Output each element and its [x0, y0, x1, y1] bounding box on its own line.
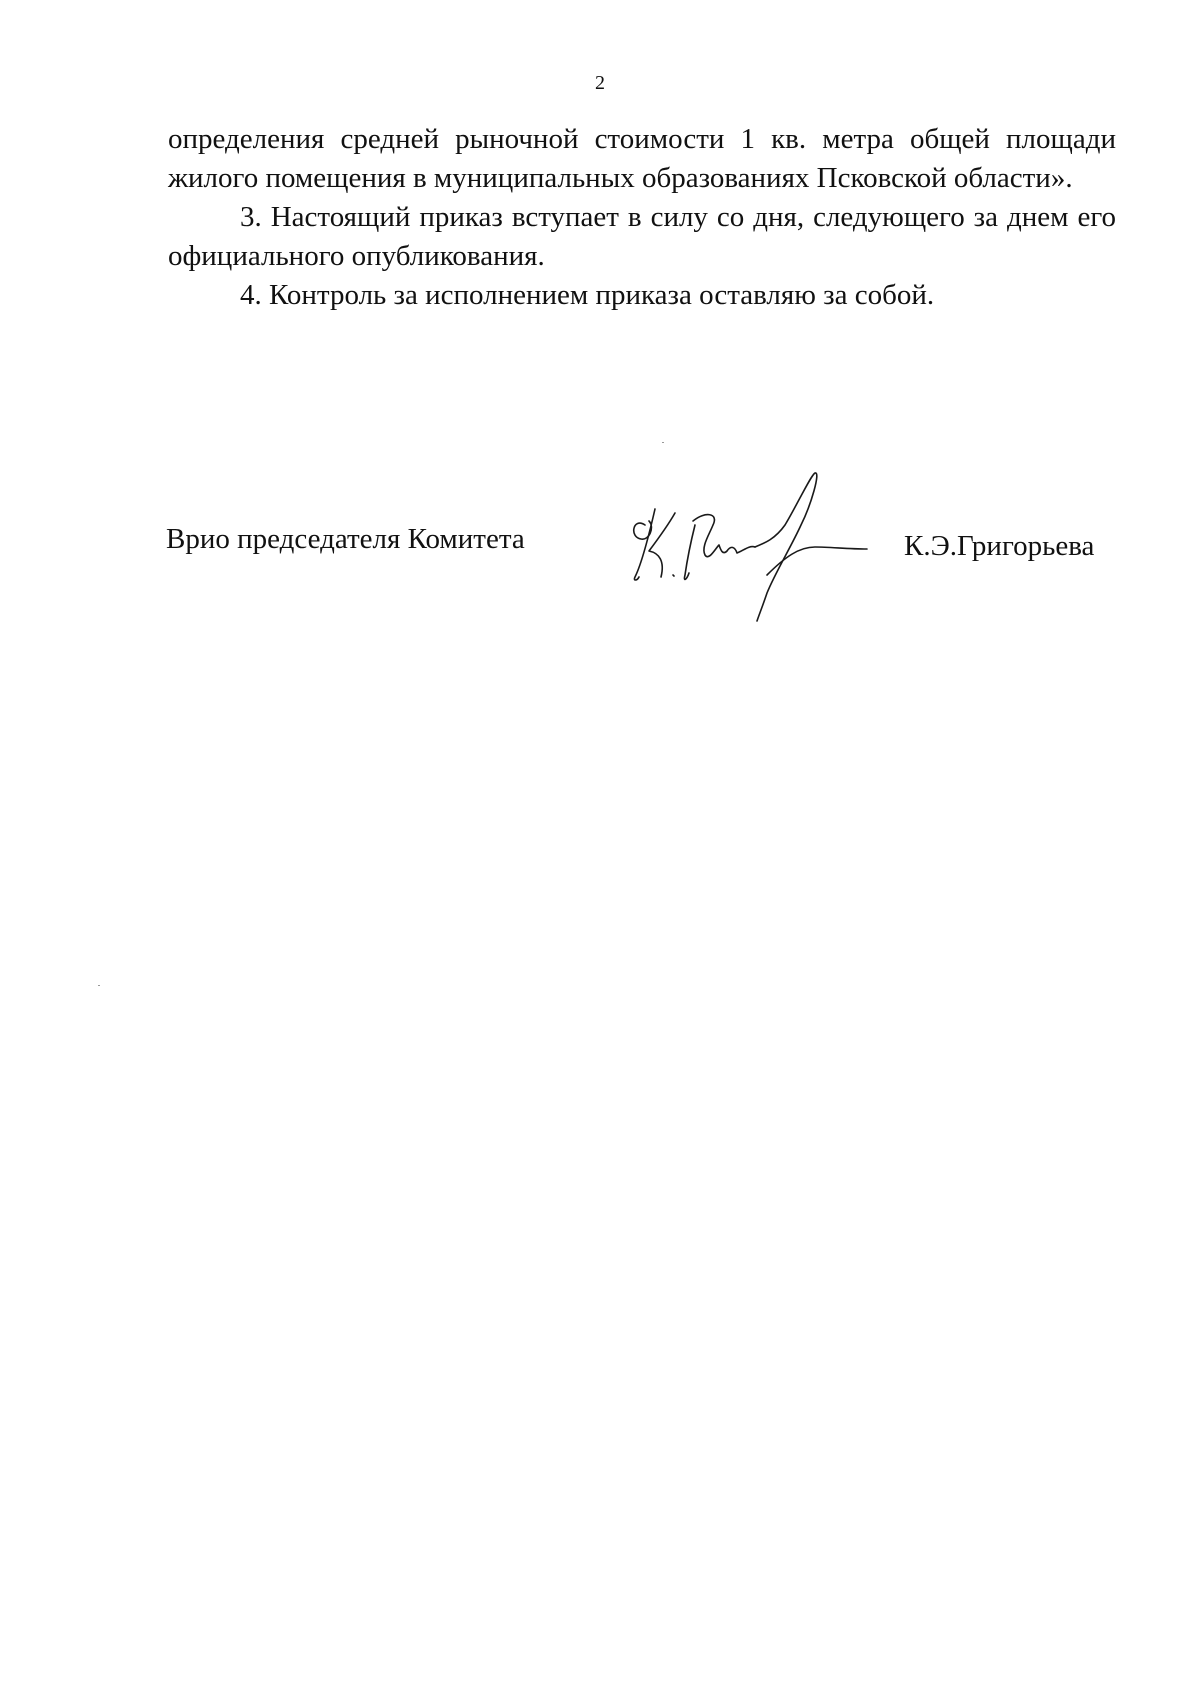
scan-speck: [662, 442, 664, 443]
signer-position: Врио председателя Комитета: [166, 523, 525, 555]
signature-block: [0, 515, 1200, 635]
paragraph-continuation: определения средней рыночной стоимости 1 кв. метра общей площади жилого помещения в муниципальных образованиях Псковской области».: [168, 123, 1116, 194]
page-number: 2: [595, 72, 605, 94]
scan-speck: [98, 985, 100, 986]
paragraph-4: 4. Контроль за исполнением приказа оставляю за собой.: [240, 279, 935, 311]
paragraph-3: 3. Настоящий приказ вступает в силу со дня, следующего за днем его официального опубликования.: [168, 201, 1116, 272]
signer-name: К.Э.Григорьева: [904, 530, 1095, 562]
document-body: [168, 120, 1116, 315]
handwritten-signature: [615, 465, 885, 625]
